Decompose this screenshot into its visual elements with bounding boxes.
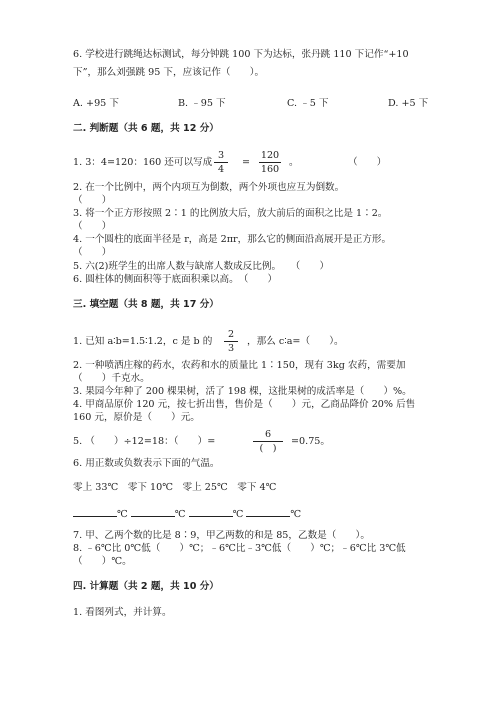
judge-q2-paren: （ ） [73,195,112,206]
fill-q1-fraction [224,329,238,354]
judge-q5-text: 5. 六(2)班学生的出席人数与缺席人数成反比例。 （ ） [73,261,330,272]
section-title-fill-in: 三. 填空题（共 8 题，共 17 分） [73,299,219,310]
section-title-calculation: 四. 计算题（共 2 题，共 10 分） [73,581,219,592]
fraction-numerator: 2 [227,329,235,340]
fraction-numerator: 120 [260,150,280,161]
calc-q1-text: 1. 看图列式，并计算。 [73,607,172,618]
fraction-bar [259,162,281,163]
judge-q1-end: 。 [289,157,299,168]
fill-q1-text: 1. 已知 a∶b=1.5∶1.2，c 是 b 的 [73,336,213,347]
fill-q7-text: 7. 甲、乙两个数的比是 8∶9，甲乙两数的和是 85，乙数是（ ）。 [73,530,370,541]
answer-blank[interactable] [73,507,117,517]
q6-option-a: A. +95 下 [73,98,119,109]
judge-q4-text: 4. 一个圆柱的底面半径是 r，高是 2πr，那么它的侧面沿高展开是正方形。 [73,234,392,245]
judge-q4-paren: （ ） [73,247,112,258]
fraction-denominator: 3 [227,343,235,354]
temperature-answer-row [73,507,301,521]
answer-blank[interactable] [131,507,175,517]
fraction-denominator: ( ) [259,443,277,454]
answer-blank[interactable] [189,507,233,517]
fill-q2-paren: （ ）千克水。 [73,373,150,384]
fill-q1-text-2: ，那么 c∶a=（ ）。 [247,336,344,347]
answer-blank[interactable] [246,507,290,517]
fill-q4-text-2: 160 元，原价是（ ）元。 [73,412,200,423]
q6-line2: 下”，那么刘强跳 95 下，应该记作（ ）。 [73,67,265,78]
judge-q1-text: 1. 3：4=120：160 还可以写成 [73,157,213,168]
fraction-bar [214,162,228,163]
judge-q3-text: 3. 将一个正方形按照 2∶1 的比例放大后，放大前后的面积之比是 1∶2。 [73,208,388,219]
fill-q4-text: 4. 甲商品原价 120 元，按七折出售，售价是（ ）元，乙商品降价 20% 后售 [73,399,416,410]
fill-q5-text: 5. （ ）÷12=18：（ ）= [73,436,216,447]
fill-q6-text: 6. 用正数或负数表示下面的气温。 [73,458,220,469]
fraction-numerator: 3 [217,150,225,161]
judge-q3-paren: （ ） [73,221,112,232]
section-title-judgement: 二. 判断题（共 6 题，共 12 分） [73,123,219,134]
fill-q5-text-2: =0.75。 [291,436,330,447]
judge-q6-text: 6. 圆柱体的侧面积等于底面积乘以高。 （ ） [73,274,278,285]
q6-line1: 6. 学校进行跳绳达标测试，每分钟跳 100 下为达标，张丹跳 110 下记作“+10 [73,49,409,60]
judge-q2-text: 2. 在一个比例中，两个内项互为倒数，两个外项也应互为倒数。 [73,182,345,193]
fraction-numerator: 6 [264,429,272,440]
celsius-unit: ℃ [232,509,244,520]
fill-q8-text: 8. ﹣6℃比 0℃低（ ）℃；﹣6℃比﹣3℃低（ ）℃；﹣6℃比 3℃低 [73,543,406,554]
fraction-bar [253,441,283,442]
judge-q1-fraction [214,150,228,175]
fill-q6-temperatures: 零上 33℃ 零下 10℃ 零上 25℃ 零下 4℃ [73,482,277,493]
fraction-bar [224,341,238,342]
celsius-unit: ℃ [117,509,128,520]
celsius-unit: ℃ [290,509,302,520]
fill-q3-text: 3. 果园今年种了 200 棵果树，活了 198 棵，这批果树的成活率是（ ）%。 [73,386,412,397]
fill-q5-fraction [253,429,283,454]
fill-q8-text-2: （ ）℃。 [73,556,132,567]
fraction-denominator: 4 [217,164,225,175]
judge-q1-paren: （ ） [348,157,387,168]
fill-q2-text: 2. 一种喷洒庄稼的药水，农药和水的质量比 1∶150，现有 3kg 农药，需要加 [73,360,406,371]
q6-option-c: C. ﹣5 下 [287,98,329,109]
q6-option-b: B. ﹣95 下 [178,98,226,109]
q6-option-d: D. +5 下 [388,98,429,109]
fraction-denominator: 160 [260,164,280,175]
judge-q1-fraction-2 [259,150,281,175]
celsius-unit: ℃ [174,509,186,520]
judge-q1-equals: = [242,157,251,168]
